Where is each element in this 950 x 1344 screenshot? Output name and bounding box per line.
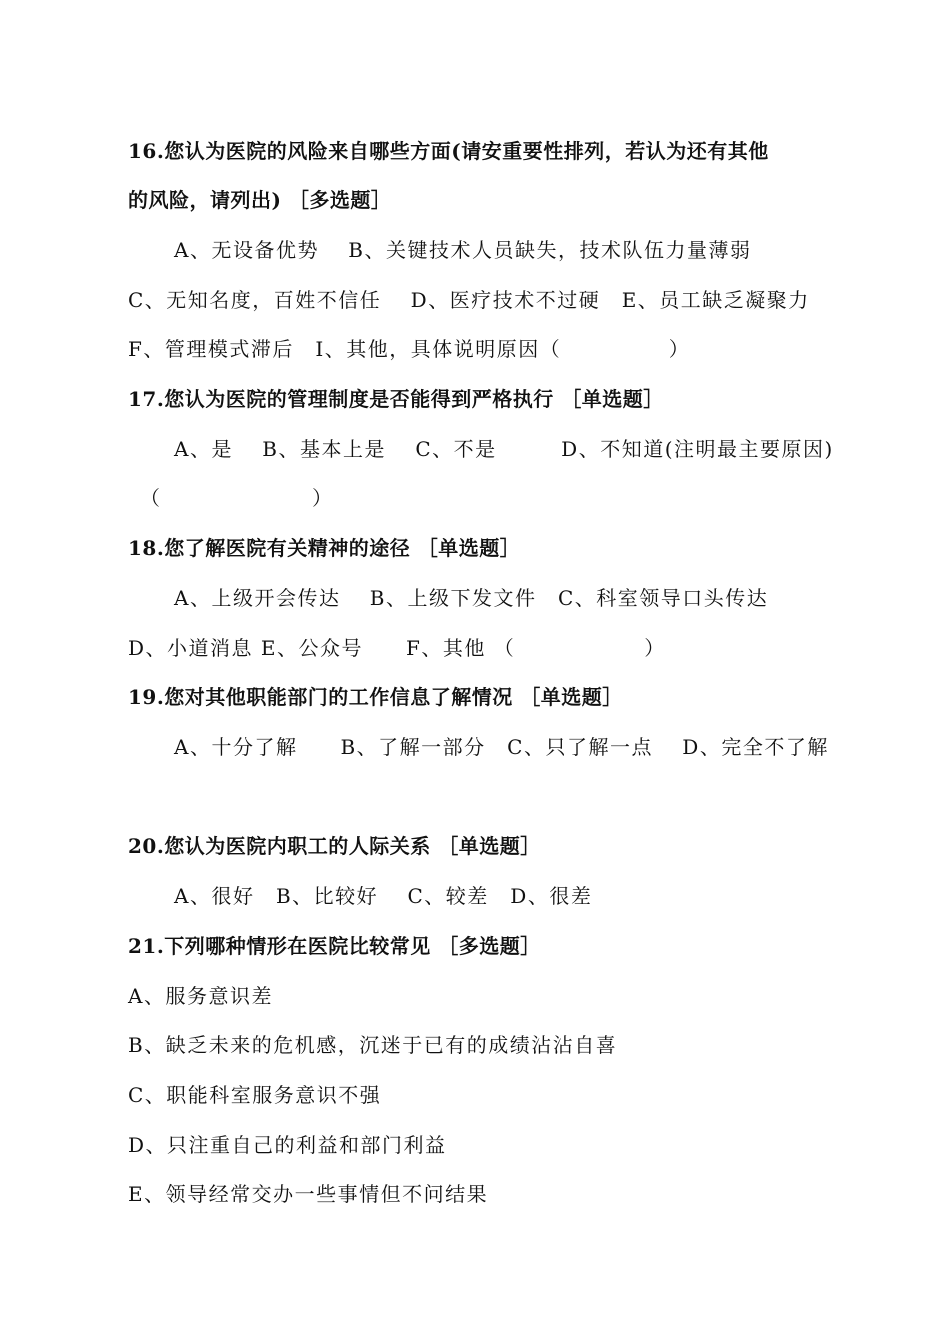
question-18-options-2: D、小道消息 E、公众号 F、其他 （ ） xyxy=(128,636,666,660)
question-16-title-cont: 的风险，请列出) ［多选题］ xyxy=(128,188,392,212)
question-20-title: 20.您认为医院内职工的人际关系 ［单选题］ xyxy=(128,834,541,858)
question-19-title: 19.您对其他职能部门的工作信息了解情况 ［单选题］ xyxy=(128,685,623,709)
question-20-options-1: A、很好 B、比较好 C、较差 D、很差 xyxy=(174,884,593,908)
question-16-title: 16.您认为医院的风险来自哪些方面(请安重要性排列，若认为还有其他 xyxy=(128,139,769,163)
question-21-option-a: A、服务意识差 xyxy=(128,984,273,1008)
question-16-options-2: C、无知名度，百姓不信任 D、医疗技术不过硬 E、员工缺乏凝聚力 xyxy=(128,288,810,312)
question-19-options-1: A、十分了解 B、了解一部分 C、只了解一点 D、完全不了解 xyxy=(174,735,829,759)
question-21-option-d: D、只注重自己的利益和部门利益 xyxy=(128,1133,447,1157)
question-21-option-b: B、缺乏未来的危机感，沉迷于已有的成绩沾沾自喜 xyxy=(128,1033,618,1057)
question-17-options-1: A、是 B、基本上是 C、不是 D、不知道(注明最主要原因) xyxy=(174,437,834,461)
question-17-options-2: （ ） xyxy=(140,486,334,510)
question-16-options-1: A、无设备优势 B、关键技术人员缺失，技术队伍力量薄弱 xyxy=(174,238,752,262)
question-21-option-e: E、领导经常交办一些事情但不问结果 xyxy=(128,1182,489,1206)
question-21-title: 21.下列哪种情形在医院比较常见 ［多选题］ xyxy=(128,934,541,958)
question-21-option-c: C、职能科室服务意识不强 xyxy=(128,1083,382,1107)
question-16-options-3: F、管理模式滞后 I、其他，具体说明原因（ ） xyxy=(128,337,691,361)
question-18-options-1: A、上级开会传达 B、上级下发文件 C、科室领导口头传达 xyxy=(174,586,769,610)
question-17-title: 17.您认为医院的管理制度是否能得到严格执行 ［单选题］ xyxy=(128,387,664,411)
question-18-title: 18.您了解医院有关精神的途径 ［单选题］ xyxy=(128,536,521,560)
